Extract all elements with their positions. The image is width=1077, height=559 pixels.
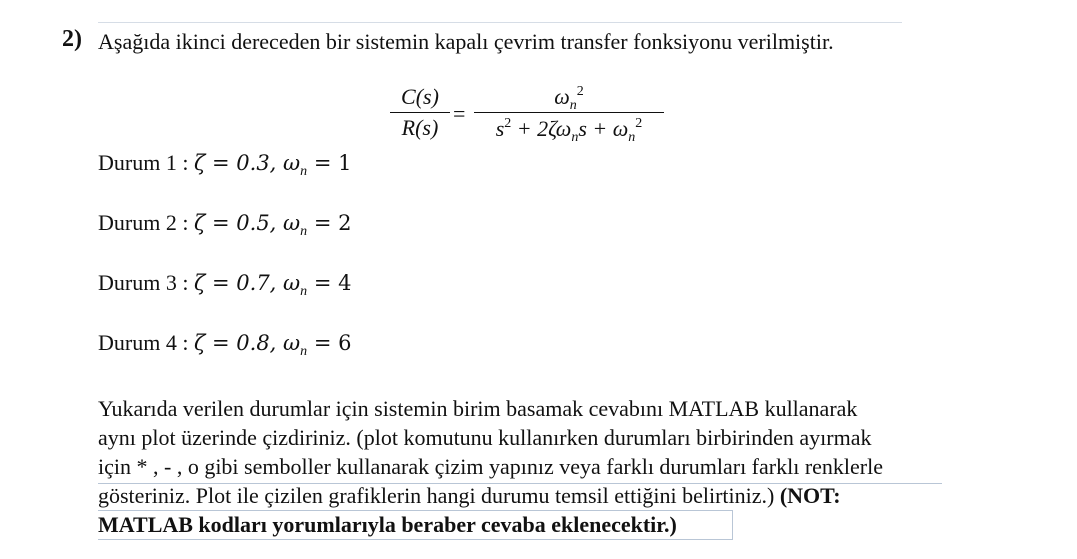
instructions-line-4: [98, 481, 978, 510]
case-value: = 4: [307, 271, 352, 295]
case-subscript: n: [300, 344, 308, 359]
instructions-line-1: Yukarıda verilen durumlar için sistemin birim basamak cevabını MATLAB kullanarak: [98, 396, 858, 421]
last-squared-superscript: 2: [635, 116, 643, 131]
rhs-numerator: [474, 82, 664, 112]
omega-symbol: ω: [554, 84, 570, 109]
last-term: s + ω: [578, 116, 629, 141]
case-4: [98, 330, 352, 359]
case-params: ζ = 0.7, ω: [193, 271, 301, 295]
case-value: = 6: [307, 331, 352, 355]
case-subscript: n: [300, 164, 308, 179]
middle-term: + 2ζω: [511, 116, 572, 141]
question-number: 2): [62, 26, 82, 52]
case-params: ζ = 0.3, ω: [193, 151, 301, 175]
squared-superscript: 2: [576, 84, 584, 99]
case-subscript: n: [300, 224, 308, 239]
case-value: = 1: [307, 151, 352, 175]
rhs-denominator: [474, 113, 664, 145]
instructions-paragraph: [98, 394, 978, 539]
lhs-denominator: R(s): [401, 115, 439, 140]
case-1: [98, 150, 352, 179]
case-value: = 2: [307, 211, 352, 235]
case-params: ζ = 0.8, ω: [193, 331, 301, 355]
case-label: Durum 3 :: [98, 270, 194, 295]
question-intro: Aşağıda ikinci dereceden bir sistemin kapalı çevrim transfer fonksiyonu verilmiştir.: [98, 29, 834, 54]
instructions-line-2: aynı plot üzerinde çizdiriniz. (plot komutunu kullanırken durumları birbirinden ayırmak: [98, 425, 872, 450]
lhs-numerator: C(s): [401, 84, 439, 109]
s-squared-superscript: 2: [504, 116, 512, 131]
instructions-line-5: [98, 510, 978, 539]
case-label: Durum 2 :: [98, 210, 194, 235]
s-term: s: [495, 116, 505, 141]
rhs-fraction: [474, 82, 664, 145]
case-label: Durum 1 :: [98, 150, 194, 175]
lhs-fraction: [390, 82, 450, 143]
instructions-line-4-text: gösteriniz. Plot ile çizilen grafiklerin hangi durumu temsil ettiğini belirtiniz.): [98, 483, 780, 508]
case-label: Durum 4 :: [98, 330, 194, 355]
note-label: (NOT:: [779, 483, 841, 508]
n-subscript: n: [569, 98, 577, 113]
top-divider: [98, 22, 902, 23]
equals-sign: =: [453, 101, 466, 126]
last-n-subscript: n: [628, 130, 636, 145]
middle-n-subscript: n: [571, 130, 579, 145]
instructions-line-3: için * , - , o gibi semboller kullanarak çizim yapınız veya farklı durumları farklı renklerle: [98, 454, 883, 479]
case-subscript: n: [300, 284, 308, 299]
note-text: MATLAB kodları yorumlarıyla beraber cevaba eklenecektir.): [98, 512, 677, 537]
case-params: ζ = 0.5, ω: [193, 211, 301, 235]
case-3: [98, 270, 352, 299]
case-2: [98, 210, 352, 239]
